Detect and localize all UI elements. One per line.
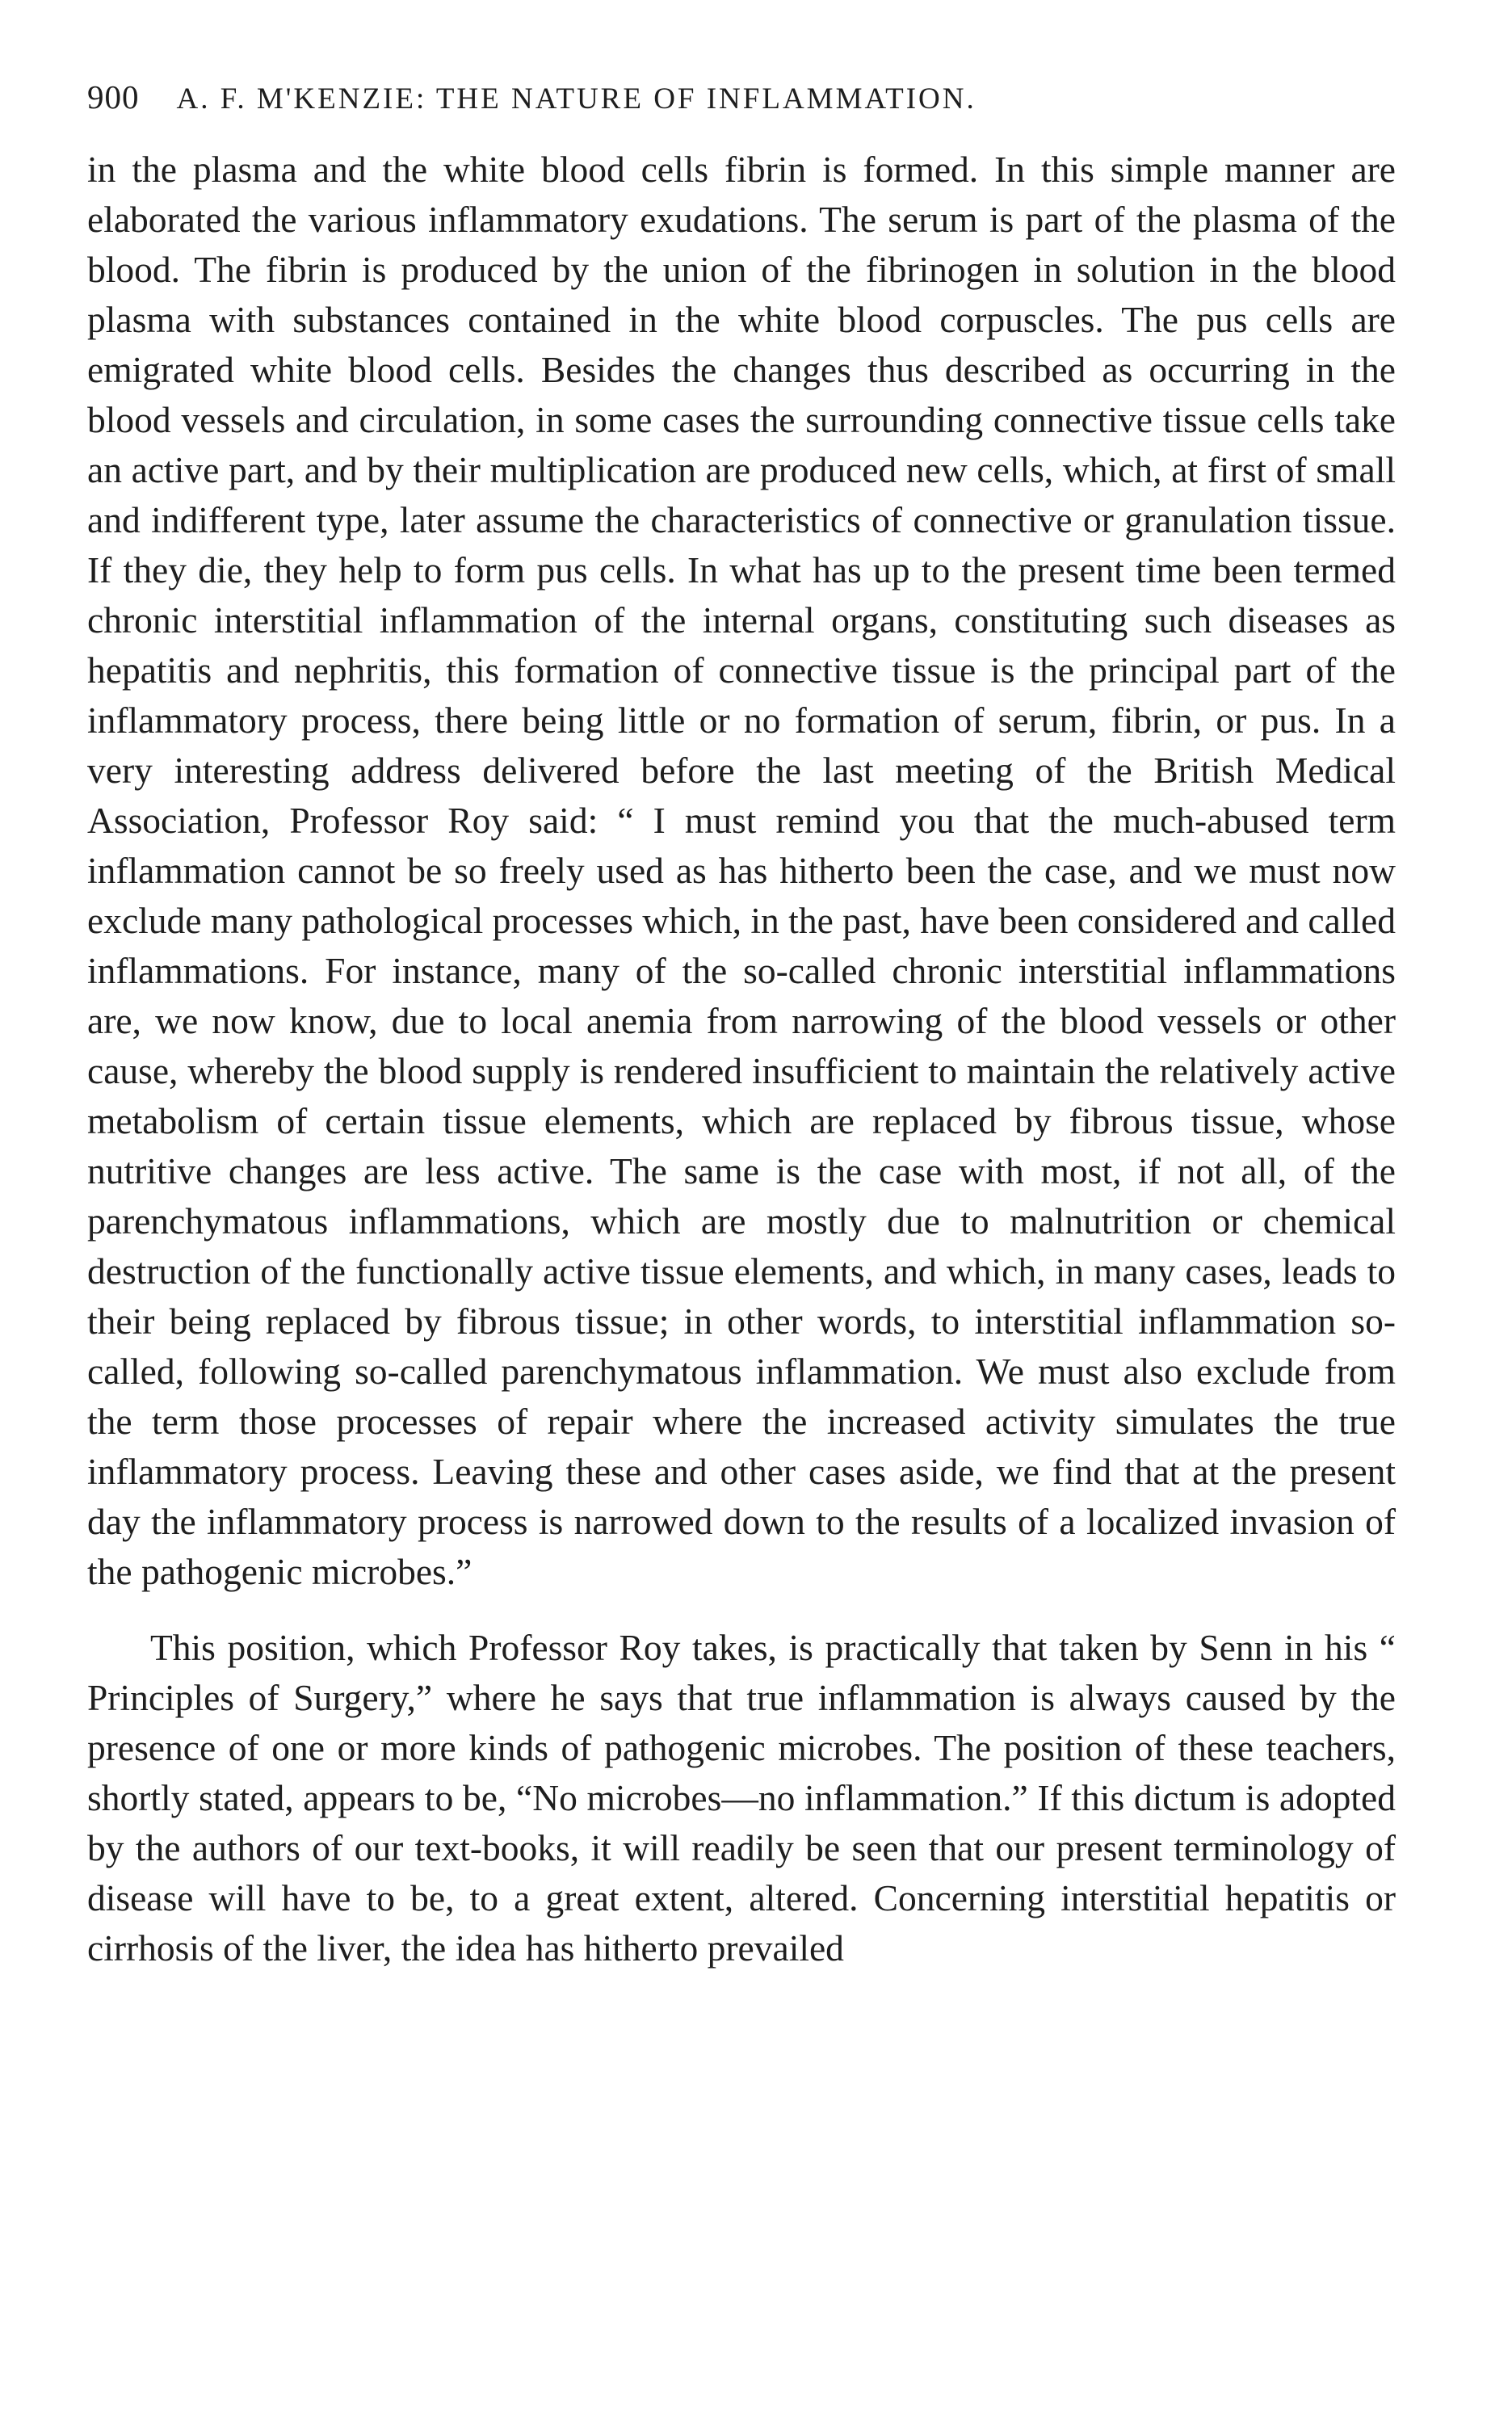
body-paragraph-1: in the plasma and the white blood cells fibrin is formed. In this simple manner are elaborated the various inflammatory exudations. The serum is part of the plasma of the blood. The fibrin is produced by the union of the fibrinogen in solution in the blood plasma with substances contained in the white blood corpuscles. The pus cells are emigrated white blood cells. Besides the changes thus described as occurring in the blood vessels and circulation, in some cases the surrounding connective tissue cells take an active part, and by their multiplication are produced new cells, which, at first of small and indifferent type, later assume the characteristics of connective or granulation tissue. If they die, they help to form pus cells. In what has up to the present time been termed chronic interstitial inflammation of the internal organs, constituting such diseases as hepatitis and nephritis, this formation of connective tissue is the principal part of the inflammatory process, there being little or no formation of serum, fibrin, or pus. In a very interesting address delivered before the last meeting of the British Medical Association, Professor Roy said: “ I must remind you that the much-abused term inflammation cannot be so freely used as has hitherto been the case, and we must now exclude many pathological processes which, in the past, have been considered and called inflammations. For instance, many of the so-called chronic interstitial inflammations are, we now know, due to local anemia from narrowing of the blood vessels or other cause, whereby the blood supply is rendered insufficient to maintain the relatively active metabolism of certain tissue elements, which are replaced by fibrous tissue, whose nutritive changes are less active. The same is the case with most, if not all, of the parenchymatous inflammations, which are mostly due to malnutrition or chemical destruction of the functionally active tissue elements, and which, in many cases, leads to their being replaced by fibrous tissue; in other words, to interstitial inflammation so-called, following so-called parenchymatous inflammation. We must also exclude from the term those processes of repair where the increased activity simulates the true inflammatory process. Leaving these and other cases aside, we find that at the present day the inflammatory process is narrowed down to the results of a localized invasion of the pathogenic microbes.” (87, 149, 1396, 1592)
article-body (87, 145, 1396, 1973)
running-head (87, 78, 1396, 116)
body-paragraph-2: This position, which Professor Roy takes, is practically that taken by Senn in his “ Principles of Surgery,” where he says that true inflammation is always caused by the presence of one or more kinds of pathogenic microbes. The position of these teachers, shortly stated, appears to be, “No microbes—no inflammation.” If this dictum is adopted by the authors of our text-books, it will readily be seen that our present terminology of disease will have to be, to a great extent, altered. Concerning interstitial hepatitis or cirrhosis of the liver, the idea has hitherto prevailed (87, 1627, 1396, 1969)
page-number: 900 (87, 78, 140, 116)
journal-page (87, 78, 1396, 1973)
running-title: A. F. M'KENZIE: THE NATURE OF INFLAMMATION. (176, 82, 976, 116)
